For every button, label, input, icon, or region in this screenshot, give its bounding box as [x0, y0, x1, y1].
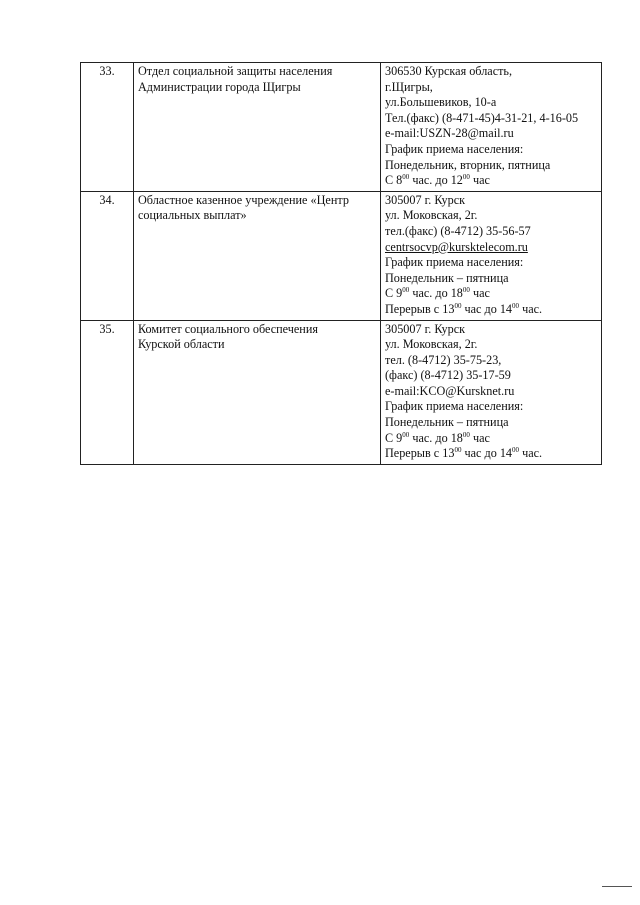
organization-name-line: Областное казенное учреждение «Центр [138, 192, 349, 207]
organization-contacts [381, 320, 602, 464]
organization-name-line: Отдел социальной защиты населения [138, 64, 333, 78]
address-line: 305007 г. Курск [385, 321, 466, 336]
schedule-hours: С $8^{00}$ час. до $12^{00}$ час [385, 173, 490, 188]
organization-name [134, 320, 381, 464]
row-number-text: 35. [99, 321, 115, 336]
phone-line: Тел.(факс) (8-471-45)4-31-21, 4-16-05 [385, 110, 579, 125]
schedule-label: График приема населения: [385, 255, 524, 270]
email-line: e-mail:USZN-28@mail.ru [385, 126, 514, 141]
organization-name-line: Администрации города Щигры [138, 79, 301, 94]
organization-name [134, 191, 381, 320]
table-row [81, 63, 602, 192]
address-line: ул. Моковская, 2г. [385, 208, 478, 223]
schedule-days: Понедельник – пятница [385, 270, 509, 285]
email-link[interactable]: centrsocvp@kursktelecom.ru [385, 239, 528, 254]
schedule-days: Понедельник, вторник, пятница [385, 157, 551, 172]
address-line: 306530 Курская область, [385, 64, 513, 78]
email-line: e-mail:KCO@Kursknet.ru [385, 383, 515, 398]
row-number [81, 191, 134, 320]
row-number-text: 33. [99, 64, 115, 78]
schedule-days: Понедельник – пятница [385, 415, 509, 430]
organization-contacts [381, 191, 602, 320]
fax-line: (факс) (8-4712) 35-17-59 [385, 368, 511, 383]
row-number [81, 320, 134, 464]
phone-line: тел. (8-4712) 35-75-23, [385, 352, 502, 367]
address-line: 305007 г. Курск [385, 192, 466, 207]
organization-name [134, 63, 381, 192]
schedule-break: Перерыв с $13^{00}$ час до $14^{00}$ час. [385, 301, 543, 316]
organization-name-line: Комитет социального обеспечения [138, 321, 318, 336]
organization-name-line: социальных выплат» [138, 208, 247, 223]
schedule-break: Перерыв с $13^{00}$ час до $14^{00}$ час. [385, 446, 543, 461]
table-row [81, 191, 602, 320]
address-line: ул. Моковская, 2г. [385, 337, 478, 352]
organization-contacts [381, 63, 602, 192]
table-row [81, 320, 602, 464]
organizations-table [80, 62, 602, 465]
row-number-text: 34. [99, 192, 115, 207]
organization-name-line: Курской области [138, 337, 225, 352]
page-corner-mark [602, 886, 632, 887]
row-number [81, 63, 134, 192]
address-line: ул.Большевиков, 10-а [385, 95, 497, 110]
schedule-label: График приема населения: [385, 141, 524, 156]
schedule-hours: С $9^{00}$ час. до $18^{00}$ час [385, 286, 490, 301]
address-line: г.Щигры, [385, 79, 433, 94]
schedule-label: График приема населения: [385, 399, 524, 414]
schedule-hours: С $9^{00}$ час. до $18^{00}$ час [385, 430, 490, 445]
phone-line: тел.(факс) (8-4712) 35-56-57 [385, 223, 531, 238]
